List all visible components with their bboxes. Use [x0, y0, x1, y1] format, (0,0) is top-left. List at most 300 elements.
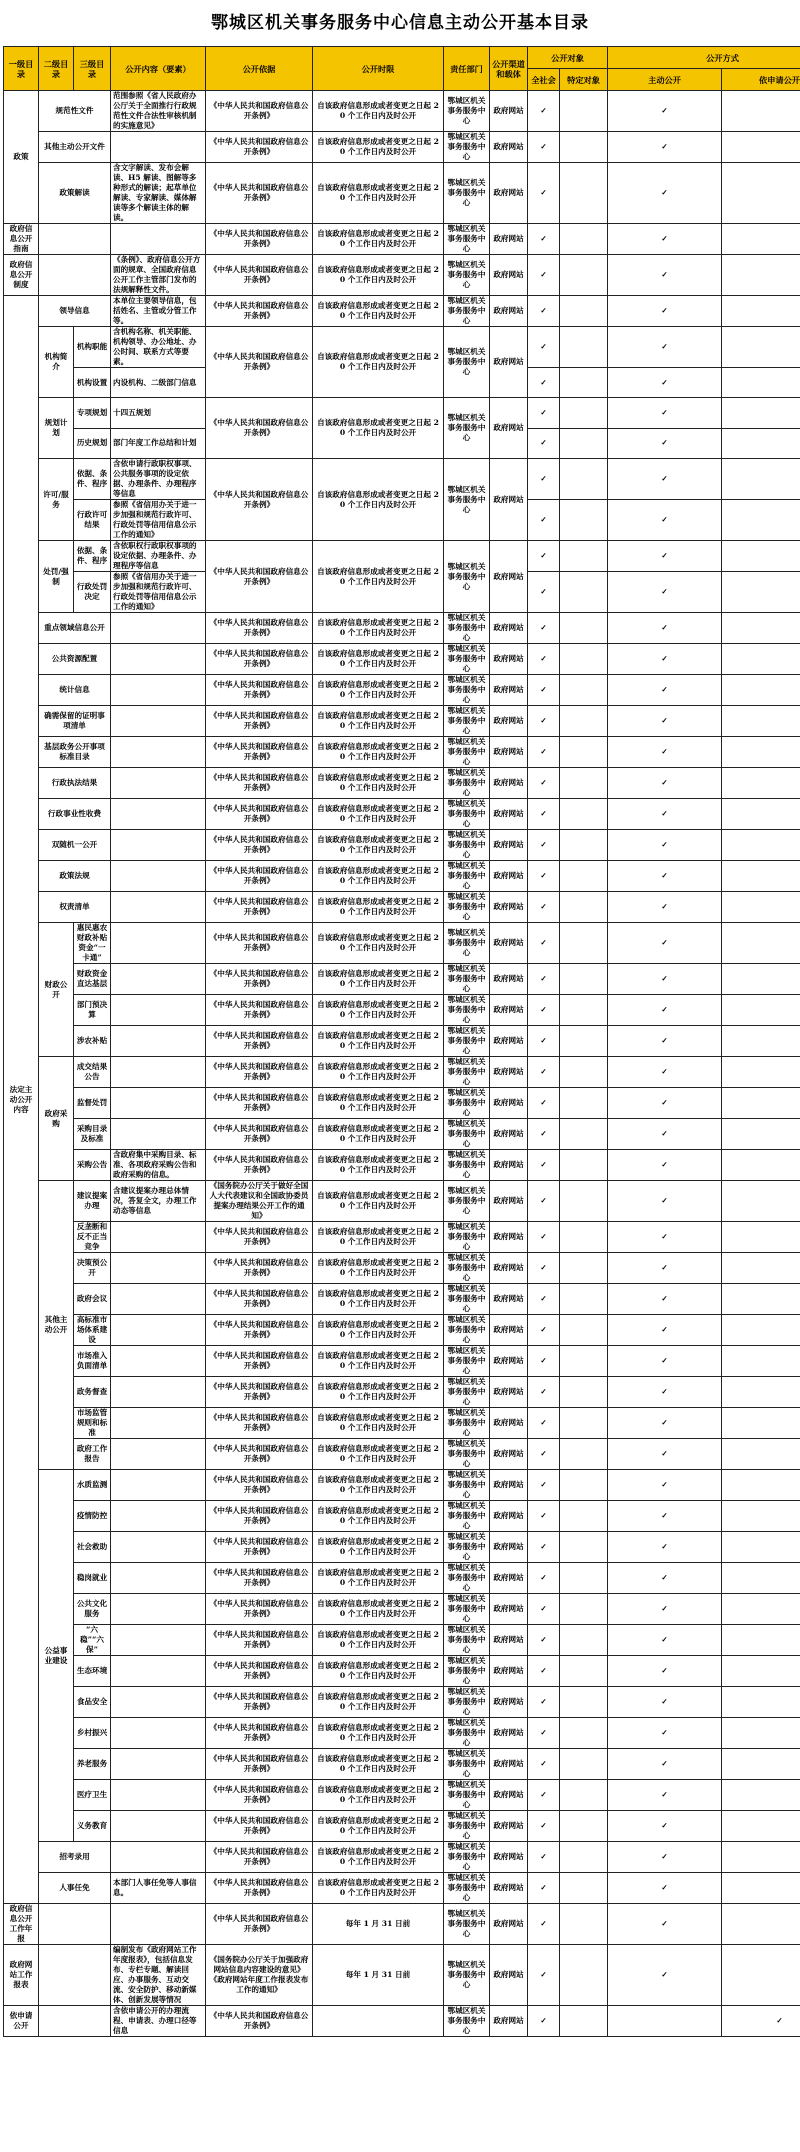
check-specific-cell [560, 1181, 608, 1222]
content-cell [111, 1408, 206, 1439]
level3-cell: 市场监管规则和标准 [74, 1408, 111, 1439]
channel-cell: 政府网站 [490, 1150, 528, 1181]
table-row [4, 923, 800, 964]
check-active-cell: ✓ [608, 1315, 722, 1346]
time-cell: 自该政府信息形成或者变更之日起 20 个工作日内及时公开 [313, 1284, 444, 1315]
channel-cell: 政府网站 [490, 541, 528, 613]
check-apply-cell [722, 737, 800, 768]
check-active-cell: ✓ [608, 327, 722, 368]
channel-cell: 政府网站 [490, 1181, 528, 1222]
dept-cell: 鄂城区机关事务服务中心 [444, 1150, 490, 1181]
check-apply-cell [722, 768, 800, 799]
check-all-cell: ✓ [528, 923, 560, 964]
check-specific-cell [560, 1594, 608, 1625]
check-specific-cell [560, 1088, 608, 1119]
basis-cell: 《中华人民共和国政府信息公开条例》 [206, 737, 313, 768]
time-cell: 自该政府信息形成或者变更之日起 20 个工作日内及时公开 [313, 1656, 444, 1687]
level3-cell: 历史规划 [74, 428, 111, 458]
check-active-cell: ✓ [608, 1408, 722, 1439]
check-apply-cell [722, 964, 800, 995]
check-specific-cell [560, 1780, 608, 1811]
dept-cell: 鄂城区机关事务服务中心 [444, 1873, 490, 1904]
content-cell: 编制发布《政府网站工作年度报表》，包括信息发布、专栏专题、解读回应、办事服务、互动交流、安全防护、移动新媒体、创新发展等情况 [111, 1945, 206, 2006]
check-active-cell: ✓ [608, 923, 722, 964]
check-specific-cell [560, 1718, 608, 1749]
dept-cell: 鄂城区机关事务服务中心 [444, 1842, 490, 1873]
basis-cell: 《中华人民共和国政府信息公开条例》 [206, 255, 313, 296]
basis-cell: 《国务院办公厅关于加强政府网站信息内容建设的意见》《政府网站年度工作报表发布工作的通知》 [206, 1945, 313, 2006]
channel-cell: 政府网站 [490, 861, 528, 892]
channel-cell: 政府网站 [490, 1222, 528, 1253]
level2-cell: 双随机一公开 [39, 830, 111, 861]
check-specific-cell [560, 1501, 608, 1532]
check-specific-cell [560, 398, 608, 428]
level3-cell: 公共文化服务 [74, 1594, 111, 1625]
check-specific-cell [560, 541, 608, 572]
check-apply-cell [722, 1904, 800, 1945]
check-specific-cell [560, 1222, 608, 1253]
basis-cell: 《中华人民共和国政府信息公开条例》 [206, 1470, 313, 1501]
level3-cell: 医疗卫生 [74, 1780, 111, 1811]
level1-cell: 政府信息公开制度 [4, 255, 39, 296]
basis-cell: 《中华人民共和国政府信息公开条例》 [206, 1811, 313, 1842]
check-apply-cell [722, 428, 800, 458]
level2-cell [39, 224, 111, 255]
level3-cell: 乡村振兴 [74, 1718, 111, 1749]
basis-cell: 《中华人民共和国政府信息公开条例》 [206, 459, 313, 541]
header-l3: 三级目录 [74, 47, 111, 91]
check-all-cell: ✓ [528, 1842, 560, 1873]
table-row [4, 861, 800, 892]
check-specific-cell [560, 1284, 608, 1315]
check-all-cell: ✓ [528, 500, 560, 541]
check-all-cell: ✓ [528, 132, 560, 163]
check-all-cell: ✓ [528, 1945, 560, 2006]
check-all-cell: ✓ [528, 1718, 560, 1749]
dept-cell: 鄂城区机关事务服务中心 [444, 861, 490, 892]
check-all-cell: ✓ [528, 1687, 560, 1718]
level2-cell [39, 1945, 111, 2006]
channel-cell: 政府网站 [490, 1026, 528, 1057]
level2-cell: 人事任免 [39, 1873, 111, 1904]
check-all-cell: ✓ [528, 1088, 560, 1119]
dept-cell: 鄂城区机关事务服务中心 [444, 2006, 490, 2037]
channel-cell: 政府网站 [490, 1408, 528, 1439]
time-cell: 自该政府信息形成或者变更之日起 20 个工作日内及时公开 [313, 1119, 444, 1150]
basis-cell: 《国务院办公厅关于做好全国人大代表建议和全国政协委员提案办理结果公开工作的通知》 [206, 1181, 313, 1222]
channel-cell: 政府网站 [490, 132, 528, 163]
content-cell [111, 1656, 206, 1687]
level2-cell: 权责清单 [39, 892, 111, 923]
level1-cell: 政府信息公开工作年报 [4, 1904, 39, 1945]
check-active-cell: ✓ [608, 1842, 722, 1873]
time-cell: 自该政府信息形成或者变更之日起 20 个工作日内及时公开 [313, 1408, 444, 1439]
check-apply-cell [722, 923, 800, 964]
channel-cell: 政府网站 [490, 613, 528, 644]
check-apply-cell [722, 1687, 800, 1718]
check-all-cell: ✓ [528, 1904, 560, 1945]
check-all-cell: ✓ [528, 398, 560, 428]
channel-cell: 政府网站 [490, 1945, 528, 2006]
check-all-cell: ✓ [528, 224, 560, 255]
basis-cell: 《中华人民共和国政府信息公开条例》 [206, 644, 313, 675]
content-cell [111, 1687, 206, 1718]
check-specific-cell [560, 91, 608, 132]
check-apply-cell [722, 1222, 800, 1253]
check-active-cell: ✓ [608, 1026, 722, 1057]
check-specific-cell [560, 1563, 608, 1594]
table-row [4, 830, 800, 861]
check-specific-cell [560, 327, 608, 368]
channel-cell: 政府网站 [490, 1811, 528, 1842]
channel-cell: 政府网站 [490, 675, 528, 706]
check-apply-cell [722, 572, 800, 613]
basis-cell: 《中华人民共和国政府信息公开条例》 [206, 1119, 313, 1150]
channel-cell: 政府网站 [490, 1904, 528, 1945]
basis-cell: 《中华人民共和国政府信息公开条例》 [206, 1656, 313, 1687]
channel-cell: 政府网站 [490, 1873, 528, 1904]
check-specific-cell [560, 1873, 608, 1904]
basis-cell: 《中华人民共和国政府信息公开条例》 [206, 1439, 313, 1470]
check-all-cell: ✓ [528, 1563, 560, 1594]
basis-cell: 《中华人民共和国政府信息公开条例》 [206, 1842, 313, 1873]
check-specific-cell [560, 1408, 608, 1439]
table-row [4, 1687, 800, 1718]
level2-cell: 行政执法结果 [39, 768, 111, 799]
time-cell: 自该政府信息形成或者变更之日起 20 个工作日内及时公开 [313, 995, 444, 1026]
level3-cell: 行政许可结果 [74, 500, 111, 541]
dept-cell: 鄂城区机关事务服务中心 [444, 1439, 490, 1470]
check-active-cell: ✓ [608, 861, 722, 892]
table-row [4, 1026, 800, 1057]
check-active-cell: ✓ [608, 964, 722, 995]
check-all-cell: ✓ [528, 368, 560, 398]
check-active-cell: ✓ [608, 768, 722, 799]
table-row [4, 1253, 800, 1284]
level1-cell: 政府信息公开指南 [4, 224, 39, 255]
level3-cell: 疫情防控 [74, 1501, 111, 1532]
level3-cell: 市场准入负面清单 [74, 1346, 111, 1377]
channel-cell: 政府网站 [490, 91, 528, 132]
time-cell: 自该政府信息形成或者变更之日起 20 个工作日内及时公开 [313, 541, 444, 613]
basis-cell: 《中华人民共和国政府信息公开条例》 [206, 224, 313, 255]
check-apply-cell [722, 1057, 800, 1088]
time-cell: 自该政府信息形成或者变更之日起 20 个工作日内及时公开 [313, 1377, 444, 1408]
header-method: 公开方式 [608, 47, 800, 69]
check-all-cell: ✓ [528, 1377, 560, 1408]
check-apply-cell [722, 1563, 800, 1594]
time-cell: 自该政府信息形成或者变更之日起 20 个工作日内及时公开 [313, 1625, 444, 1656]
check-all-cell: ✓ [528, 1873, 560, 1904]
time-cell: 自该政府信息形成或者变更之日起 20 个工作日内及时公开 [313, 1842, 444, 1873]
table-row [4, 799, 800, 830]
check-specific-cell [560, 675, 608, 706]
check-all-cell: ✓ [528, 861, 560, 892]
basis-cell: 《中华人民共和国政府信息公开条例》 [206, 830, 313, 861]
dept-cell: 鄂城区机关事务服务中心 [444, 1222, 490, 1253]
check-apply-cell [722, 644, 800, 675]
content-cell [111, 1253, 206, 1284]
time-cell: 自该政府信息形成或者变更之日起 20 个工作日内及时公开 [313, 1222, 444, 1253]
check-active-cell: ✓ [608, 1625, 722, 1656]
check-active-cell: ✓ [608, 1088, 722, 1119]
check-active-cell: ✓ [608, 1594, 722, 1625]
basis-cell: 《中华人民共和国政府信息公开条例》 [206, 1625, 313, 1656]
channel-cell: 政府网站 [490, 799, 528, 830]
time-cell: 自该政府信息形成或者变更之日起 20 个工作日内及时公开 [313, 644, 444, 675]
header-channel: 公开渠道和载体 [490, 47, 528, 91]
basis-cell: 《中华人民共和国政府信息公开条例》 [206, 1904, 313, 1945]
content-cell [111, 224, 206, 255]
level2-cell [39, 255, 111, 296]
dept-cell: 鄂城区机关事务服务中心 [444, 1470, 490, 1501]
check-apply-cell [722, 1842, 800, 1873]
check-active-cell: ✓ [608, 1222, 722, 1253]
basis-cell: 《中华人民共和国政府信息公开条例》 [206, 296, 313, 327]
dept-cell: 鄂城区机关事务服务中心 [444, 1811, 490, 1842]
table-row [4, 1625, 800, 1656]
content-cell [111, 1501, 206, 1532]
basis-cell: 《中华人民共和国政府信息公开条例》 [206, 799, 313, 830]
check-active-cell: ✓ [608, 1945, 722, 2006]
dept-cell: 鄂城区机关事务服务中心 [444, 830, 490, 861]
level3-cell: 专项规划 [74, 398, 111, 428]
time-cell: 自该政府信息形成或者变更之日起 20 个工作日内及时公开 [313, 1873, 444, 1904]
check-all-cell: ✓ [528, 1656, 560, 1687]
time-cell: 自该政府信息形成或者变更之日起 20 个工作日内及时公开 [313, 398, 444, 459]
content-cell [111, 1315, 206, 1346]
check-specific-cell [560, 459, 608, 500]
level2-cell: 招考录用 [39, 1842, 111, 1873]
check-all-cell: ✓ [528, 1439, 560, 1470]
dept-cell: 鄂城区机关事务服务中心 [444, 91, 490, 132]
table-row [4, 2006, 800, 2037]
table-row [4, 1749, 800, 1780]
check-specific-cell [560, 923, 608, 964]
content-cell: 本单位主要领导信息，包括姓名、主管或分管工作等。 [111, 296, 206, 327]
channel-cell: 政府网站 [490, 1780, 528, 1811]
time-cell: 自该政府信息形成或者变更之日起 20 个工作日内及时公开 [313, 613, 444, 644]
check-apply-cell [722, 224, 800, 255]
check-specific-cell [560, 1315, 608, 1346]
table-row [4, 1119, 800, 1150]
check-apply-cell [722, 1181, 800, 1222]
basis-cell: 《中华人民共和国政府信息公开条例》 [206, 1222, 313, 1253]
time-cell: 自该政府信息形成或者变更之日起 20 个工作日内及时公开 [313, 255, 444, 296]
channel-cell: 政府网站 [490, 1057, 528, 1088]
check-apply-cell [722, 1119, 800, 1150]
content-cell: 含依申请公开的办理流程、申请表、办理口径等信息 [111, 2006, 206, 2037]
check-specific-cell [560, 1026, 608, 1057]
check-specific-cell [560, 1377, 608, 1408]
channel-cell: 政府网站 [490, 1842, 528, 1873]
level3-cell: 依据、条件、程序 [74, 541, 111, 572]
channel-cell: 政府网站 [490, 1088, 528, 1119]
check-active-cell: ✓ [608, 1470, 722, 1501]
check-all-cell: ✓ [528, 768, 560, 799]
check-all-cell: ✓ [528, 1532, 560, 1563]
channel-cell: 政府网站 [490, 1718, 528, 1749]
time-cell: 自该政府信息形成或者变更之日起 20 个工作日内及时公开 [313, 799, 444, 830]
check-apply-cell [722, 327, 800, 368]
dept-cell: 鄂城区机关事务服务中心 [444, 892, 490, 923]
table-row [4, 964, 800, 995]
level3-cell: 高标准市场体系建设 [74, 1315, 111, 1346]
check-specific-cell [560, 163, 608, 224]
check-specific-cell [560, 132, 608, 163]
basis-cell: 《中华人民共和国政府信息公开条例》 [206, 995, 313, 1026]
channel-cell: 政府网站 [490, 1563, 528, 1594]
check-all-cell: ✓ [528, 1594, 560, 1625]
dept-cell: 鄂城区机关事务服务中心 [444, 1501, 490, 1532]
time-cell: 自该政府信息形成或者变更之日起 20 个工作日内及时公开 [313, 1811, 444, 1842]
check-specific-cell [560, 1057, 608, 1088]
time-cell: 每年 1 月 31 日前 [313, 1904, 444, 1945]
time-cell: 自该政府信息形成或者变更之日起 20 个工作日内及时公开 [313, 224, 444, 255]
check-all-cell: ✓ [528, 1749, 560, 1780]
level2-cell: 政策解读 [39, 163, 111, 224]
content-cell: 含文字解读、发布会解读、H5 解读、图解等多种形式的解读；起草单位解读、专家解读、媒体解读等多个解读主体的解读。 [111, 163, 206, 224]
basis-cell: 《中华人民共和国政府信息公开条例》 [206, 613, 313, 644]
check-active-cell: ✓ [608, 398, 722, 428]
basis-cell: 《中华人民共和国政府信息公开条例》 [206, 892, 313, 923]
check-apply-cell [722, 398, 800, 428]
basis-cell: 《中华人民共和国政府信息公开条例》 [206, 163, 313, 224]
header-all: 全社会 [528, 69, 560, 91]
check-specific-cell [560, 1346, 608, 1377]
basis-cell: 《中华人民共和国政府信息公开条例》 [206, 861, 313, 892]
content-cell [111, 1470, 206, 1501]
channel-cell: 政府网站 [490, 830, 528, 861]
dept-cell: 鄂城区机关事务服务中心 [444, 1625, 490, 1656]
check-specific-cell [560, 768, 608, 799]
content-cell [111, 1749, 206, 1780]
check-all-cell: ✓ [528, 1181, 560, 1222]
check-apply-cell [722, 1346, 800, 1377]
check-apply-cell [722, 1749, 800, 1780]
level3-cell: 食品安全 [74, 1687, 111, 1718]
channel-cell: 政府网站 [490, 1470, 528, 1501]
check-specific-cell [560, 1656, 608, 1687]
content-cell [111, 1439, 206, 1470]
check-active-cell: ✓ [608, 1253, 722, 1284]
dept-cell: 鄂城区机关事务服务中心 [444, 1057, 490, 1088]
check-specific-cell [560, 1904, 608, 1945]
check-all-cell: ✓ [528, 1119, 560, 1150]
level1-cell: 法定主动公开内容 [4, 296, 39, 1904]
dept-cell: 鄂城区机关事务服务中心 [444, 1377, 490, 1408]
check-all-cell: ✓ [528, 1470, 560, 1501]
table-row [4, 1563, 800, 1594]
channel-cell: 政府网站 [490, 1253, 528, 1284]
content-cell: 含依职权行政职权事项的设定依据、办理条件、办理程序等信息 [111, 541, 206, 572]
page-title: 鄂城区机关事务服务中心信息主动公开基本目录 [211, 13, 589, 33]
channel-cell: 政府网站 [490, 1346, 528, 1377]
dept-cell: 鄂城区机关事务服务中心 [444, 675, 490, 706]
content-cell [111, 1026, 206, 1057]
time-cell: 自该政府信息形成或者变更之日起 20 个工作日内及时公开 [313, 964, 444, 995]
basis-cell: 《中华人民共和国政府信息公开条例》 [206, 1749, 313, 1780]
table-row [4, 541, 800, 572]
check-active-cell: ✓ [608, 572, 722, 613]
table-row [4, 1057, 800, 1088]
table-row [4, 327, 800, 368]
content-cell [111, 768, 206, 799]
channel-cell: 政府网站 [490, 1532, 528, 1563]
dept-cell: 鄂城区机关事务服务中心 [444, 541, 490, 613]
check-all-cell: ✓ [528, 91, 560, 132]
dept-cell: 鄂城区机关事务服务中心 [444, 255, 490, 296]
level3-cell: 机构设置 [74, 368, 111, 398]
check-all-cell: ✓ [528, 327, 560, 368]
check-apply-cell [722, 1253, 800, 1284]
basis-cell: 《中华人民共和国政府信息公开条例》 [206, 1253, 313, 1284]
check-active-cell: ✓ [608, 644, 722, 675]
content-cell [111, 706, 206, 737]
table-row [4, 1945, 800, 2006]
basis-cell: 《中华人民共和国政府信息公开条例》 [206, 1687, 313, 1718]
content-cell: 含机构名称、机关职能、机构领导、办公地址、办公时间、联系方式等要素。 [111, 327, 206, 368]
check-active-cell: ✓ [608, 1904, 722, 1945]
time-cell: 自该政府信息形成或者变更之日起 20 个工作日内及时公开 [313, 1749, 444, 1780]
dept-cell: 鄂城区机关事务服务中心 [444, 1594, 490, 1625]
check-active-cell: ✓ [608, 1687, 722, 1718]
dept-cell: 鄂城区机关事务服务中心 [444, 1315, 490, 1346]
dept-cell: 鄂城区机关事务服务中心 [444, 1656, 490, 1687]
check-active-cell: ✓ [608, 1873, 722, 1904]
table-row [4, 1181, 800, 1222]
check-all-cell: ✓ [528, 964, 560, 995]
basis-cell: 《中华人民共和国政府信息公开条例》 [206, 1408, 313, 1439]
basis-cell: 《中华人民共和国政府信息公开条例》 [206, 91, 313, 132]
table-row [4, 398, 800, 428]
content-cell: 参照《省信用办关于进一步加强和规范行政许可、行政处罚等信用信息公示工作的通知》 [111, 500, 206, 541]
check-specific-cell [560, 1439, 608, 1470]
table-row [4, 995, 800, 1026]
table-row [4, 1904, 800, 1945]
check-apply-cell [722, 892, 800, 923]
time-cell: 每年 1 月 31 日前 [313, 1945, 444, 2006]
time-cell: 自该政府信息形成或者变更之日起 20 个工作日内及时公开 [313, 1501, 444, 1532]
content-cell [111, 1346, 206, 1377]
time-cell: 自该政府信息形成或者变更之日起 20 个工作日内及时公开 [313, 923, 444, 964]
level2-cell: 基层政务公开事项标准目录 [39, 737, 111, 768]
check-apply-cell [722, 1377, 800, 1408]
check-specific-cell [560, 1811, 608, 1842]
dept-cell: 鄂城区机关事务服务中心 [444, 1904, 490, 1945]
table-row [4, 1284, 800, 1315]
time-cell: 自该政府信息形成或者变更之日起 20 个工作日内及时公开 [313, 1253, 444, 1284]
channel-cell: 政府网站 [490, 1656, 528, 1687]
check-specific-cell [560, 255, 608, 296]
check-all-cell: ✓ [528, 675, 560, 706]
basis-cell: 《中华人民共和国政府信息公开条例》 [206, 132, 313, 163]
basis-cell: 《中华人民共和国政府信息公开条例》 [206, 1346, 313, 1377]
check-apply-cell [722, 459, 800, 500]
time-cell: 自该政府信息形成或者变更之日起 20 个工作日内及时公开 [313, 1181, 444, 1222]
content-cell: 本部门人事任免等人事信息。 [111, 1873, 206, 1904]
check-specific-cell [560, 572, 608, 613]
dept-cell: 鄂城区机关事务服务中心 [444, 1408, 490, 1439]
channel-cell: 政府网站 [490, 163, 528, 224]
level3-cell: 行政处罚决定 [74, 572, 111, 613]
dept-cell: 鄂城区机关事务服务中心 [444, 706, 490, 737]
level3-cell: 政府工作报告 [74, 1439, 111, 1470]
basis-cell: 《中华人民共和国政府信息公开条例》 [206, 1563, 313, 1594]
check-apply-cell [722, 296, 800, 327]
table-row [4, 163, 800, 224]
channel-cell: 政府网站 [490, 737, 528, 768]
